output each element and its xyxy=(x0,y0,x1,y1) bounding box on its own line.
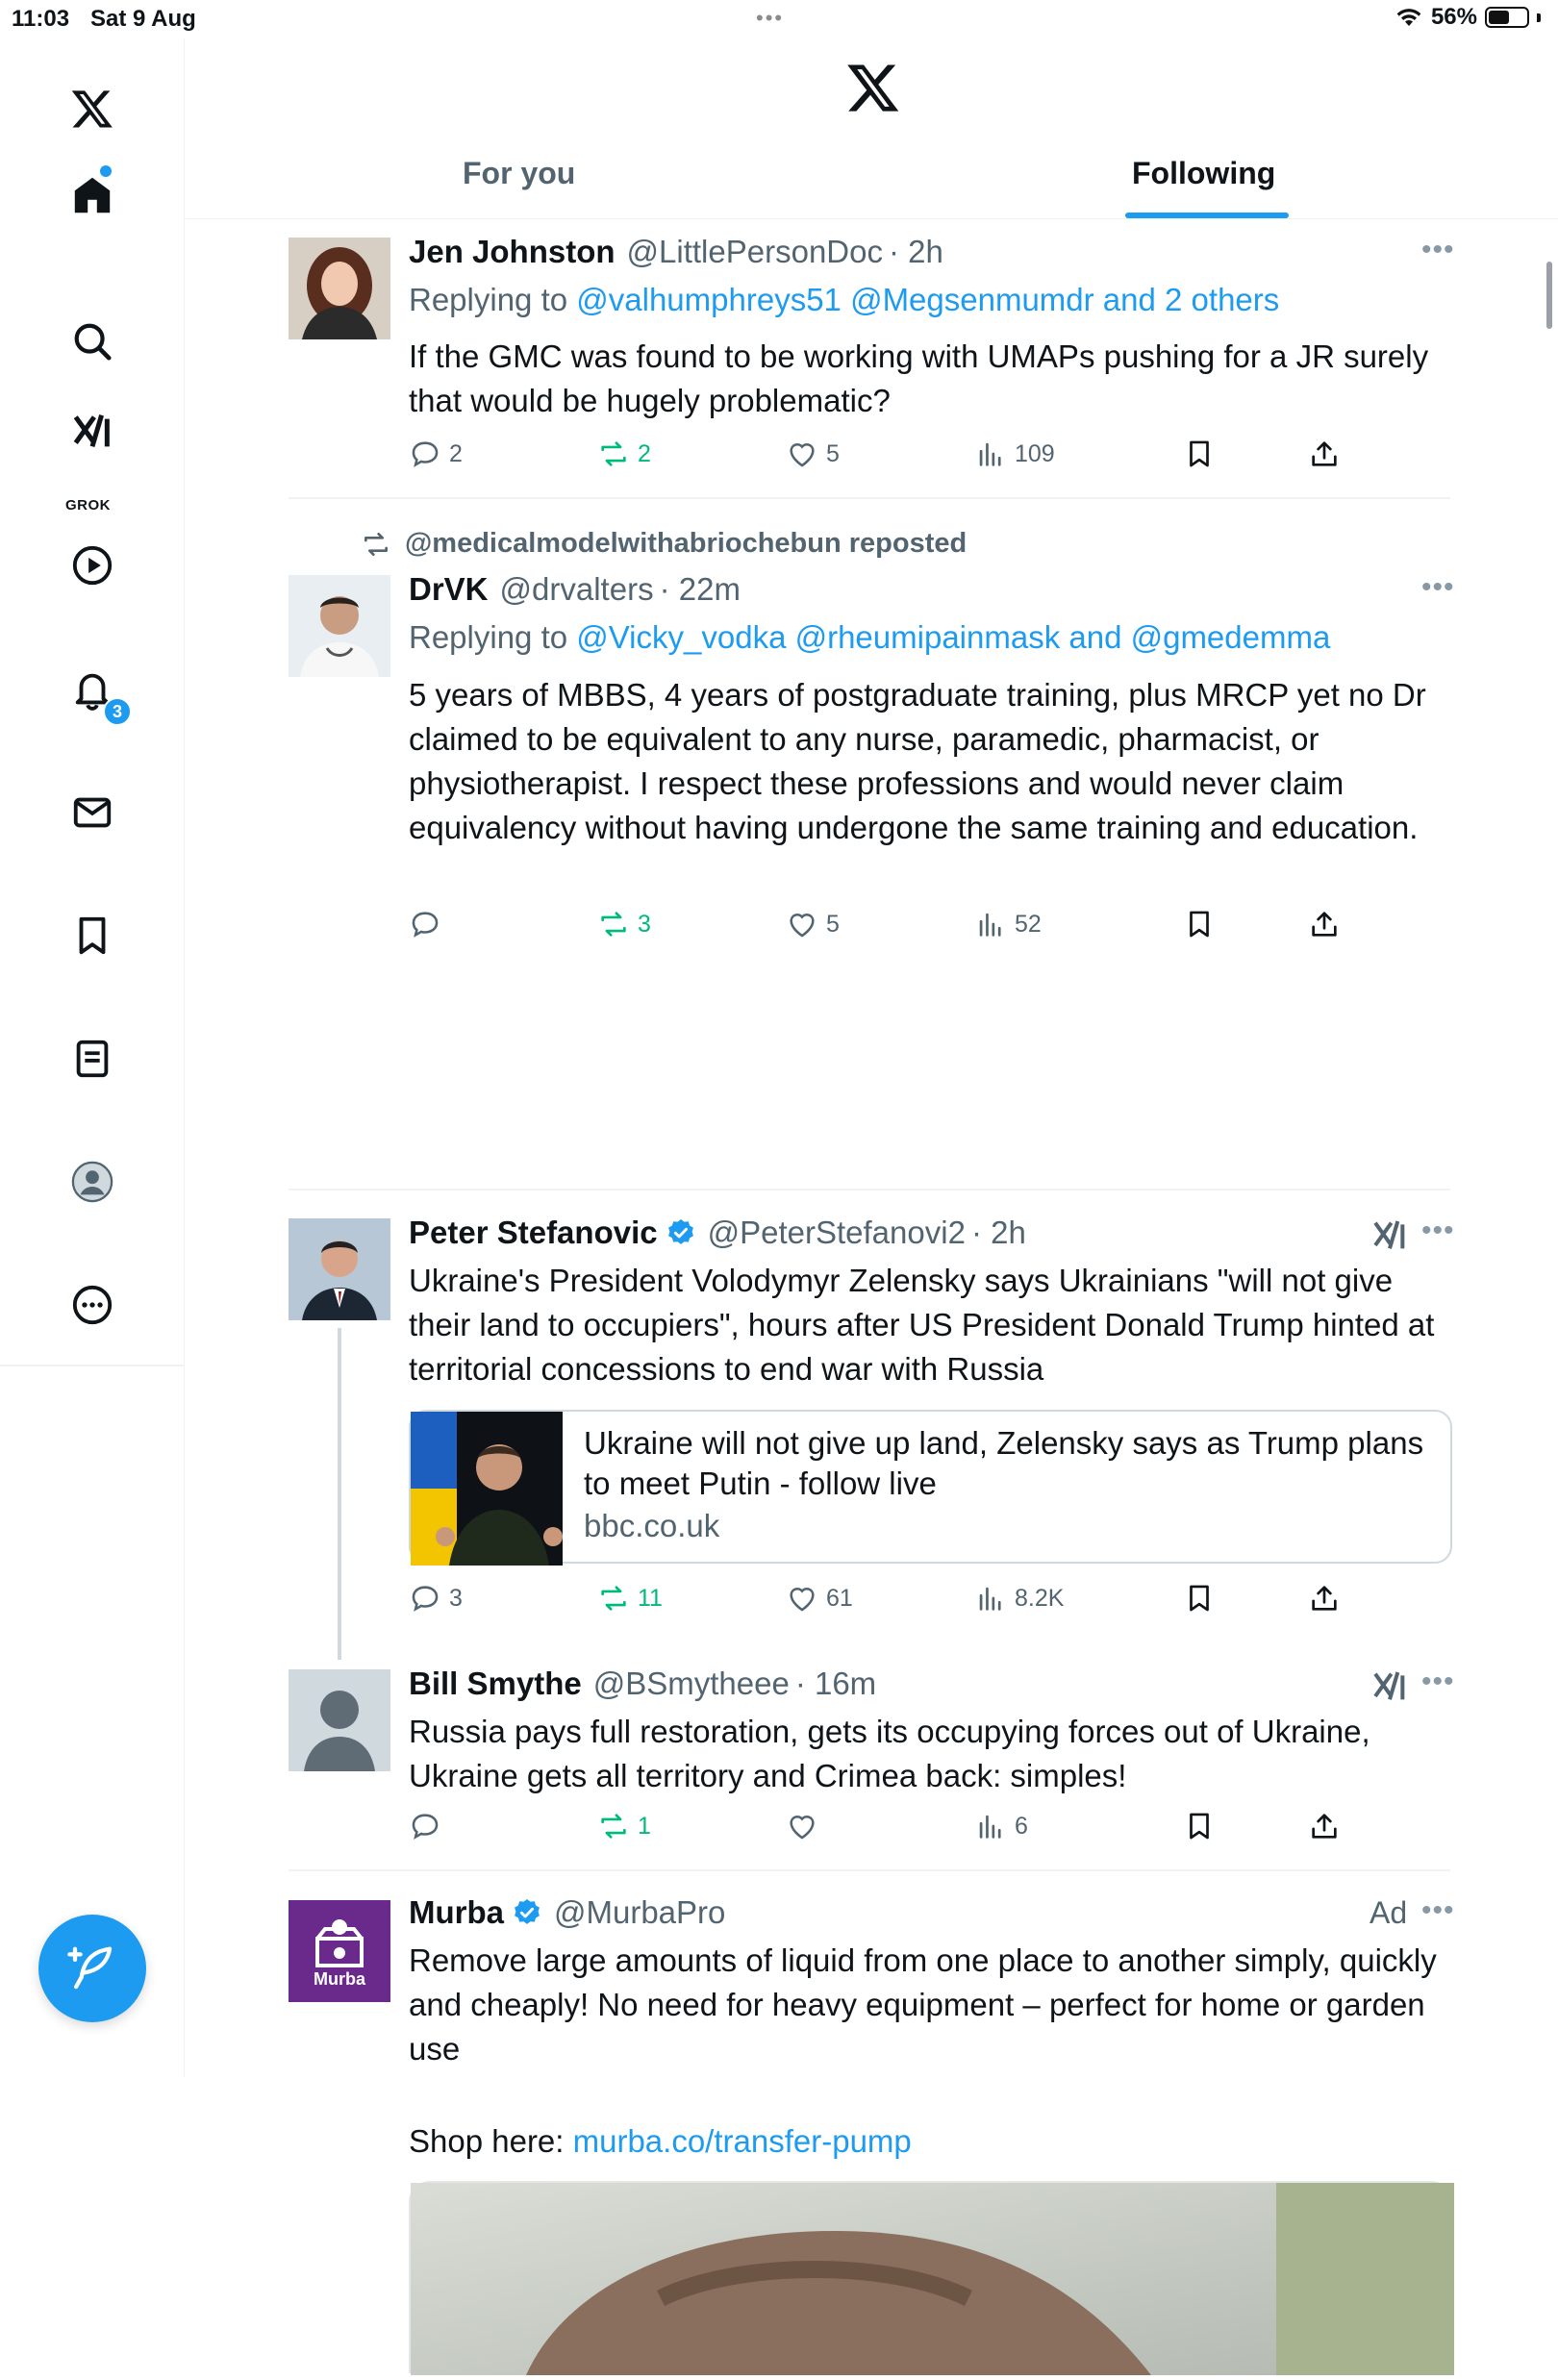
grok-icon[interactable] xyxy=(68,408,116,456)
view-count: 6 xyxy=(1015,1812,1028,1840)
reply-button[interactable] xyxy=(409,438,463,470)
tweet-text: Russia pays full restoration, gets its occupying forces out of Ukraine, Ukraine gets all territory and Crimea back: simples! xyxy=(409,1714,1370,1793)
tweet-actions xyxy=(409,438,1452,480)
more-options-icon[interactable]: ••• xyxy=(1421,1666,1455,1697)
views-chart-icon xyxy=(974,908,1007,940)
like-count: 5 xyxy=(826,910,840,938)
link-preview-domain: bbc.co.uk xyxy=(584,1508,720,1543)
ad-media-image[interactable] xyxy=(409,2181,1452,2373)
notifications-badge: 3 xyxy=(103,697,132,726)
author-name[interactable]: Jen Johnston xyxy=(409,234,616,269)
repost-icon xyxy=(597,438,630,470)
author-handle[interactable]: @PeterStefanovi2 xyxy=(707,1215,966,1250)
heart-icon xyxy=(786,1582,818,1615)
reposted-by[interactable]: @medicalmodelwithabriochebun reposted xyxy=(405,528,967,559)
share-button[interactable] xyxy=(1308,1810,1348,1842)
like-count: 5 xyxy=(826,439,840,467)
verified-badge-icon xyxy=(512,1897,542,1928)
compose-post-button[interactable] xyxy=(38,1915,146,2022)
share-icon xyxy=(1308,1810,1341,1842)
share-button[interactable] xyxy=(1308,1582,1348,1615)
grok-explain-icon[interactable] xyxy=(1370,1216,1409,1255)
repost-button[interactable] xyxy=(597,1810,651,1842)
tweet-text: If the GMC was found to be working with UMAPs pushing for a JR surely that would be hugely problematic? xyxy=(409,338,1429,418)
author-handle[interactable]: @BSmytheee xyxy=(592,1666,790,1701)
reply-icon xyxy=(409,908,441,940)
link-preview-title: Ukraine will not give up land, Zelensky says as Trump plans to meet Putin - follow live xyxy=(584,1425,1424,1501)
tweet-divider xyxy=(289,1869,1450,1871)
wifi-icon xyxy=(1395,6,1423,29)
like-count: 61 xyxy=(826,1584,853,1612)
replying-to xyxy=(409,619,1330,656)
bookmark-icon xyxy=(1183,908,1216,940)
grok-explain-icon[interactable] xyxy=(1370,1667,1409,1706)
bookmark-button[interactable] xyxy=(1183,908,1223,940)
status-date: Sat 9 Aug xyxy=(90,6,196,32)
verified-badge-icon xyxy=(666,1217,696,1248)
repost-icon xyxy=(597,908,630,940)
link-preview-card[interactable] xyxy=(409,1410,1452,1564)
x-logo-icon[interactable] xyxy=(68,85,116,133)
share-icon xyxy=(1308,438,1341,470)
status-bar xyxy=(0,0,1558,38)
author-handle[interactable]: @MurbaPro xyxy=(554,1894,726,1930)
active-tab-indicator xyxy=(1125,213,1289,218)
grok-label: GROK xyxy=(65,497,111,514)
view-count: 52 xyxy=(1015,910,1042,938)
replying-mentions[interactable]: @valhumphreys51 @Megsenmumdr and 2 others xyxy=(576,282,1280,317)
sidebar xyxy=(0,38,185,2077)
tweet-actions xyxy=(409,1810,1452,1852)
views-chart-icon xyxy=(974,1810,1007,1842)
bookmark-icon xyxy=(1183,1582,1216,1615)
views-button[interactable] xyxy=(974,1810,1028,1842)
reply-icon xyxy=(409,1810,441,1842)
repost-count: 3 xyxy=(638,910,651,938)
more-options-icon[interactable]: ••• xyxy=(1421,1215,1455,1246)
avatar-brand-text: Murba xyxy=(314,1969,365,1989)
link-card-wrapper xyxy=(186,1410,1558,1564)
like-button[interactable] xyxy=(786,438,840,470)
replying-prefix: Replying to xyxy=(409,282,577,317)
bookmark-icon xyxy=(1183,1810,1216,1842)
x-logo-icon[interactable] xyxy=(845,60,901,115)
profile-avatar-icon[interactable] xyxy=(68,1158,116,1206)
tweet-time: · 2h xyxy=(970,1215,1026,1250)
view-count: 8.2K xyxy=(1015,1584,1065,1612)
battery-nub xyxy=(1537,13,1541,22)
like-button[interactable] xyxy=(786,1810,826,1842)
home-unread-dot xyxy=(100,165,112,177)
battery-level xyxy=(1489,11,1509,24)
author-name[interactable]: Peter Stefanovic xyxy=(409,1215,658,1250)
tweet-header xyxy=(409,571,741,608)
scrollbar[interactable] xyxy=(1546,262,1552,329)
tweet-text: Ukraine's President Volodymyr Zelensky says Ukrainians "will not give their land to occupiers", hours after US President Donald Trump hinted at territorial concessions to end war with Russia xyxy=(409,1263,1435,1387)
repost-count: 1 xyxy=(638,1812,651,1840)
home-icon[interactable] xyxy=(68,171,116,219)
tweet-header xyxy=(409,1894,725,1931)
repost-icon xyxy=(597,1582,630,1615)
tweet-divider xyxy=(289,1189,1450,1190)
reply-count: 2 xyxy=(449,439,463,467)
tweet-text: 5 years of MBBS, 4 years of postgraduate training, plus MRCP yet no Dr claimed to be equivalent to any nurse, paramedic, pharmacist, or physiotherapist. I respect these professions and would never claim equivalency without having undergone the same training and education. xyxy=(409,677,1426,845)
repost-button[interactable] xyxy=(597,1582,663,1615)
reply-button[interactable] xyxy=(409,908,449,940)
messages-icon[interactable] xyxy=(68,789,116,837)
repost-button[interactable] xyxy=(597,908,651,940)
repost-count: 2 xyxy=(638,439,651,467)
ad-shop-line xyxy=(409,2119,1452,2164)
shop-prefix: Shop here: xyxy=(409,2123,573,2159)
repost-button[interactable] xyxy=(597,438,651,470)
multitasking-dots-icon[interactable]: ••• xyxy=(756,6,785,30)
tweet-time: · 2h xyxy=(888,234,943,269)
author-handle[interactable]: @drvalters xyxy=(499,571,654,607)
tweet-header xyxy=(409,234,943,270)
repost-count: 11 xyxy=(638,1584,663,1612)
like-button[interactable] xyxy=(786,1582,853,1615)
tab-for-you[interactable]: For you xyxy=(463,156,576,190)
views-chart-icon xyxy=(974,438,1007,470)
tweet-header xyxy=(409,1666,876,1702)
views-button[interactable] xyxy=(974,438,1055,470)
author-name[interactable]: DrVK xyxy=(409,571,489,607)
shop-link[interactable]: murba.co/transfer-pump xyxy=(572,2123,912,2159)
reply-button[interactable] xyxy=(409,1810,449,1842)
lists-icon[interactable] xyxy=(68,1035,116,1083)
views-chart-icon xyxy=(974,1582,1007,1615)
like-button[interactable] xyxy=(786,908,840,940)
more-options-icon[interactable]: ••• xyxy=(1421,234,1455,265)
tweet-actions xyxy=(409,908,1452,950)
repost-indicator xyxy=(361,528,967,560)
repost-icon xyxy=(361,529,391,560)
tweet-text: Remove large amounts of liquid from one place to another simply, quickly and cheaply! No need for heavy equipment – perfect for home or garden use xyxy=(409,1942,1437,2067)
timeline-header xyxy=(186,38,1558,219)
author-name[interactable]: Murba xyxy=(409,1894,504,1930)
reply-icon xyxy=(409,1582,441,1615)
author-name[interactable]: Bill Smythe xyxy=(409,1666,582,1701)
repost-icon xyxy=(597,1810,630,1842)
ad-label: Ad xyxy=(1370,1895,1408,1930)
share-button[interactable] xyxy=(1308,908,1348,940)
bookmark-button[interactable] xyxy=(1183,1810,1223,1842)
status-indicators xyxy=(1395,4,1541,31)
share-icon xyxy=(1308,908,1341,940)
bookmark-button[interactable] xyxy=(1183,438,1223,470)
replying-mentions[interactable]: @Vicky_vodka @rheumipainmask and @gmedemma xyxy=(576,619,1331,655)
share-icon xyxy=(1308,1582,1341,1615)
reply-count: 3 xyxy=(449,1584,463,1612)
view-count: 109 xyxy=(1015,439,1055,467)
tab-following[interactable]: Following xyxy=(1132,156,1276,190)
battery-icon xyxy=(1485,7,1529,28)
share-button[interactable] xyxy=(1308,438,1348,470)
avatar[interactable] xyxy=(289,1218,390,1320)
status-time: 11:03 xyxy=(12,6,70,32)
bookmarks-icon[interactable] xyxy=(68,912,116,960)
heart-icon xyxy=(786,908,818,940)
tweet-actions xyxy=(409,1582,1452,1624)
more-options-icon[interactable]: ••• xyxy=(1421,571,1455,603)
tweet-time: · 16m xyxy=(794,1666,877,1701)
views-button[interactable] xyxy=(974,1582,1064,1615)
avatar[interactable] xyxy=(289,1669,390,1771)
video-icon[interactable] xyxy=(68,541,116,589)
search-icon[interactable] xyxy=(68,317,116,365)
battery-percent: 56% xyxy=(1430,4,1477,30)
author-handle[interactable]: @LittlePersonDoc xyxy=(626,234,883,269)
link-preview-image xyxy=(411,1412,563,1566)
sidebar-divider xyxy=(0,1365,185,1366)
heart-icon xyxy=(786,1810,818,1842)
tweet-divider xyxy=(289,497,1450,499)
avatar[interactable] xyxy=(289,1900,390,2002)
tweet-header xyxy=(409,1215,1026,1251)
compose-feather-icon xyxy=(66,1942,118,1994)
views-button[interactable] xyxy=(974,908,1042,940)
more-options-icon[interactable]: ••• xyxy=(1421,1894,1455,1926)
reply-icon xyxy=(409,438,441,470)
avatar[interactable] xyxy=(289,238,390,339)
tweet-time: · 22m xyxy=(659,571,741,607)
bookmark-button[interactable] xyxy=(1183,1582,1223,1615)
replying-prefix: Replying to xyxy=(409,619,577,655)
avatar[interactable] xyxy=(289,575,390,677)
reply-button[interactable] xyxy=(409,1582,463,1615)
more-options-icon[interactable] xyxy=(68,1281,116,1329)
bookmark-icon xyxy=(1183,438,1216,470)
heart-icon xyxy=(786,438,818,470)
replying-to xyxy=(409,282,1279,318)
